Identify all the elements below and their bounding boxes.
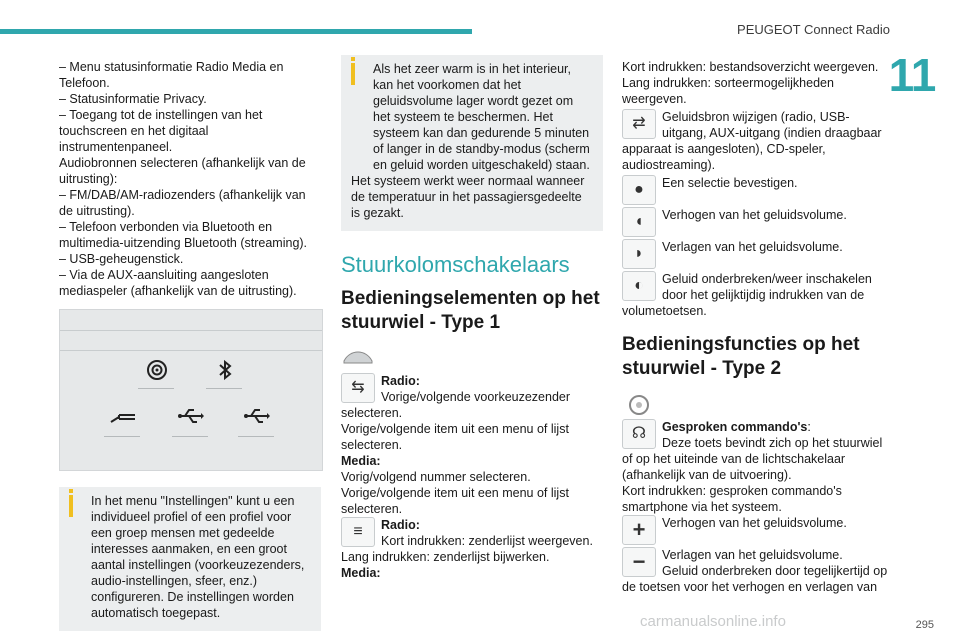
item-text: Geluid onderbreken door tegelijkertijd op de toetsen voor het verhogen en verlagen van <box>622 564 888 594</box>
item-text: Verlagen van het geluidsvolume. <box>662 548 843 562</box>
subsection-title: Bedieningselementen op het stuurwiel - Type 1 <box>341 288 600 333</box>
radio-item <box>341 373 603 517</box>
item-text: Geluid onderbreken/weer inschakelen door het gelijktijdig indrukken van de volumetoetsen. <box>622 272 872 318</box>
text-line: – Menu statusinformatie Radio Media en Telefoon. <box>59 60 284 90</box>
item-text: Geluidsbron wijzigen (radio, USB-uitgang, AUX-uitgang (indien draagbaar apparaat is aangesloten), CD-speler, audiostreaming). <box>622 110 882 172</box>
item-label: Radio: <box>381 374 420 388</box>
control-item <box>622 239 888 271</box>
info-box <box>59 487 321 631</box>
item-text: Vorig/volgend nummer selecteren. <box>341 470 531 484</box>
radio-list-item <box>341 517 603 581</box>
text-line: Audiobronnen selecteren (afhankelijk van de uitrusting): <box>59 156 306 186</box>
source-button-icon: ⇄ <box>622 109 656 139</box>
info-icon <box>69 495 73 517</box>
mute-button-icon: ◐ <box>622 271 656 301</box>
divider <box>60 330 322 331</box>
voice-command-icon: ☊ <box>622 419 656 449</box>
item-text: Verhogen van het geluidsvolume. <box>662 516 847 530</box>
aux-icon <box>108 406 138 436</box>
control-item <box>622 175 888 207</box>
page-header-title: PEUGEOT Connect Radio <box>737 22 890 37</box>
item-label: Media: <box>341 566 381 580</box>
column-1 <box>59 59 321 631</box>
text-line: – Via de AUX-aansluiting aangesloten mediaspeler (afhankelijk van de uitrusting). <box>59 268 297 298</box>
wireless-icon <box>142 358 172 388</box>
volume-up-icon: ◖ <box>622 207 656 237</box>
plus-icon: + <box>622 515 656 545</box>
volume-down-item <box>622 547 888 595</box>
item-text: Deze toets bevindt zich op het stuurwiel of op het uiteinde van de lichtschakelaar (afhankelijk van de uitvoering). <box>622 436 883 482</box>
divider <box>60 350 322 351</box>
usb-icon <box>242 406 272 436</box>
page-number: 295 <box>915 619 934 631</box>
control-item <box>622 207 888 239</box>
divider <box>172 436 208 437</box>
minus-icon: − <box>622 547 656 577</box>
bluetooth-icon <box>210 358 240 388</box>
item-text: Vorige/volgende item uit een menu of lijst selecteren. <box>341 422 569 452</box>
divider <box>238 436 274 437</box>
info-text: Als het zeer warm is in het interieur, kan het voorkomen dat het geluidsvolume lager wordt gezet om het systeem te beschermen. Het systeem kan dan gedurende 5 minuten of langer in de standby-modus (scherm en geluid worden uitgeschakeld) staan. <box>373 62 590 172</box>
subsection-title: Bedieningsfuncties op het stuurwiel - Type 2 <box>622 334 860 379</box>
voice-command-item: ☊ Gesproken commando's: Deze toets bevindt zich op het stuurwiel of op het uiteinde van de lichtschakelaar (afhankelijk van de uitvoering). Kort indrukken: gesproken commando's smartphone via het systeem. <box>622 420 883 514</box>
section-title: Stuurkolomschakelaars <box>341 252 570 277</box>
item-text: Verhogen van het geluidsvolume. <box>662 208 847 222</box>
control-item <box>622 271 888 319</box>
item-label: Gesproken commando's <box>662 420 808 434</box>
volume-up-item <box>622 515 888 547</box>
volume-down-icon: ◗ <box>622 239 656 269</box>
info-icon <box>351 63 355 85</box>
item-text: Een selectie bevestigen. <box>662 176 798 190</box>
item-label: Radio: <box>381 518 420 532</box>
audio-source-illustration <box>59 309 323 471</box>
text-line: – Statusinformatie Privacy. <box>59 92 207 106</box>
confirm-button-icon: ● <box>622 175 656 205</box>
column-3 <box>622 59 888 595</box>
item-text: Kort indrukken: zenderlijst weergeven. <box>381 534 593 548</box>
item-text: Lang indrukken: zenderlijst bijwerken. <box>341 550 550 564</box>
text-line: – Toegang tot de instellingen van het touchscreen en het digitaal instrumentenpaneel. <box>59 108 263 154</box>
divider <box>104 436 140 437</box>
usb-icon <box>176 406 206 436</box>
item-text: Vorige/volgende item uit een menu of lijst selecteren. <box>341 486 569 516</box>
column-2 <box>341 55 603 581</box>
text-line: – USB-geheugenstick. <box>59 252 184 266</box>
item-text: Verlagen van het geluidsvolume. <box>662 240 843 254</box>
control-item <box>622 109 888 173</box>
text-line: – Telefoon verbonden via Bluetooth en multimedia-uitzending Bluetooth (streaming). <box>59 220 308 250</box>
chapter-number: 11 <box>888 49 936 101</box>
item-text: Kort indrukken: gesproken commando's smartphone via het systeem. <box>622 484 842 514</box>
info-box <box>341 55 603 231</box>
divider <box>138 388 174 389</box>
divider <box>206 388 242 389</box>
item-text: Vorige/volgende voorkeuzezender selecteren. <box>341 390 571 420</box>
header-accent-bar <box>0 29 472 34</box>
watermark: carmanualsonline.info <box>640 613 786 630</box>
info-text: In het menu "Instellingen" kunt u een individueel profiel of een profiel voor een groep mensen met gedeelde interesses aanmaken, en een groot aantal instellingen (voorkeuzezenders, audio-instellingen, sfeer, enz.) configureren. De instellingen worden automatisch toegepast. <box>91 494 305 620</box>
item-label: Media: <box>341 454 381 468</box>
seek-button-icon: ⇆ <box>341 373 375 403</box>
text-line: – FM/DAB/AM-radiozenders (afhankelijk van de uitrusting). <box>59 188 306 218</box>
steering-control-icon <box>341 347 375 367</box>
steering-wheel-icon <box>622 393 656 415</box>
text-line: Kort indrukken: bestandsoverzicht weergeven. Lang indrukken: sorteermogelijkheden weergeven. <box>622 60 879 106</box>
list-button-icon: ≡ <box>341 517 375 547</box>
info-text: Het systeem werkt weer normaal wanneer de temperatuur in het passagiersgedeelte is gezakt. <box>351 174 585 220</box>
